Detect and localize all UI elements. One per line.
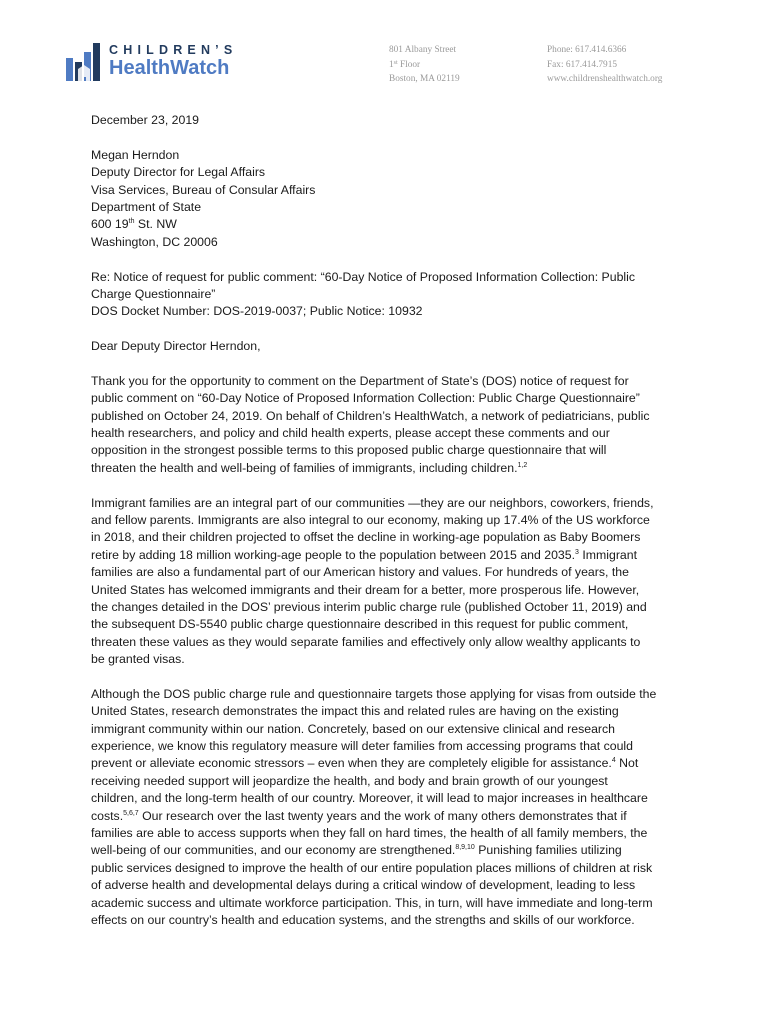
bar-chart-logo-icon [66,39,106,85]
footnote-ref: 4 [611,757,616,765]
paragraph-line: families are also a fundamental part of our American history and values. For hundreds of years, the [91,565,629,580]
paragraph-line: the subsequent DS-5540 public charge questionnaire described in this request for public comment, [91,617,629,632]
address-city: Boston, MA 02119 [389,74,460,84]
paragraph-line: threaten these values as they would separate families and effectively only allow wealthy applicants to [91,634,641,649]
paragraph-line: receiving needed support will jeopardize the health, and body and brain growth of our youngest [91,773,608,788]
footnote-ref: 3 [575,548,579,556]
recipient-address [91,147,691,251]
paragraph-line: experience, we know this regulatory measure will deter families from accessing programs that could [91,739,633,754]
website-link[interactable]: www.childrenshealthwatch.org [547,74,663,84]
paragraph-line: United States, research demonstrates the impact this and related rules are having on the existing [91,704,619,719]
salutation: Dear Deputy Director Herndon, [91,339,261,354]
footnote-ref: 5,6,7 [123,809,139,817]
subject-line-1: Re: Notice of request for public comment: “60-Day Notice of Proposed Information Collection: Public [91,269,636,284]
docket-number: DOS Docket Number: DOS-2019-0037; Public Notice: 10932 [91,304,423,319]
paragraph-line: opposition in the strongest possible terms to this proposed public charge questionnaire that will [91,443,607,458]
paragraph-line: children, and the long-term health of our country. Moreover, it will lead to major increases in healthcare [91,791,648,806]
footnote-ref: 8,9,10 [455,844,475,852]
paragraph-line: the changes detailed in the DOS’ previous interim public charge rule (published October 11, 2019) and [91,599,647,614]
letter-body [91,112,691,929]
address-street: 801 Albany Street [389,45,457,55]
paragraph-line: threaten the health and well-being of families of immigrants, including children.$^{1,2}$ [91,460,528,475]
paragraph-line: Although the DOS public charge rule and questionnaire targets those applying for visas from outside the [91,686,657,701]
recipient-department: Department of State [91,199,202,214]
letter-date: December 23, 2019 [91,113,200,127]
paragraph-line: health researchers, and policy and child health experts, please accept these comments and our [91,426,610,441]
paragraph-line: costs.$^{5,6,7}$ Our research over the last twenty years and the work of many others demonstrates that if [91,808,627,823]
paragraph-line: retire by adding 18 million working-age people to the population between 2015 and 2035.$^3$ Immigrant [91,547,638,562]
fax-number: Fax: 617.414.7915 [547,59,617,70]
recipient-title: Deputy Director for Legal Affairs [91,165,266,180]
paragraph-line: academic success and ultimate workforce participation. This, in turn, will have immediate and long-term [91,895,653,910]
childrens-healthwatch-logo [66,39,256,85]
paragraph-line: public services designed to improve the health of our entire population places millions of children at risk [91,860,653,875]
recipient-name: Megan Herndon [91,147,180,162]
recipient-street: 600 19th St. NW [91,217,177,232]
address-block [389,43,460,87]
subject-line-2: Charge Questionnaire” [91,286,216,301]
subject-reference [91,269,691,321]
paragraph-line: in 2018, and their children projected to offset the decline in working-age population as Baby Boomers [91,530,641,545]
recipient-city: Washington, DC 20006 [91,234,218,249]
paragraph-2 [91,495,691,669]
letterhead [0,0,770,100]
paragraph-line: effects on our country’s health and education systems, and the strengths and skills of our workforce. [91,912,635,927]
logo-text-childrens: CHILDREN’S [109,43,238,57]
paragraph-1 [91,373,691,477]
paragraph-line: well-being of our communities, and our economy are strengthened.$^{8,9,10}$ Punishing families utilizing [91,843,622,858]
paragraph-line: families are able to access supports when they fall on hard times, the health of all family members, the [91,826,648,841]
phone-number: Phone: 617.414.6366 [547,45,627,55]
paragraph-line: Immigrant families are an integral part of our communities —they are our neighbors, coworkers, friends, [91,495,654,510]
address-floor: 1st Floor [389,59,421,70]
paragraph-line: be granted visas. [91,652,185,667]
paragraph-line: immigrant community within our nation. Concretely, based on our extensive clinical and research [91,721,616,736]
paragraph-line: prevent or alleviate economic stressors – even when they are completely eligible for assistance.$^4$ Not [91,756,639,771]
paragraph-line: United States has welcomed immigrants and their dream for a better, more prosperous life. However, [91,582,640,597]
paragraph-line: of adverse health and developmental delays during a critical window of development, leading to less [91,878,636,893]
contact-block [547,43,662,87]
paragraph-line: published on October 24, 2019. On behalf of Children’s HealthWatch, a network of pediatricians, public [91,408,650,423]
paragraph-line: and fellow parents. Immigrants are also integral to our economy, making up 17.4% of the US workforce [91,512,650,527]
paragraph-3 [91,686,691,929]
paragraph-line: Thank you for the opportunity to comment on the Department of State’s (DOS) notice of request for [91,373,629,388]
logo-text-healthwatch: HealthWatch [109,57,230,79]
paragraph-line: public comment on “60-Day Notice of Proposed Information Collection: Public Charge Questionnaire” [91,391,640,406]
footnote-ref: 1,2 [517,461,528,469]
recipient-office: Visa Services, Bureau of Consular Affairs [91,182,316,197]
